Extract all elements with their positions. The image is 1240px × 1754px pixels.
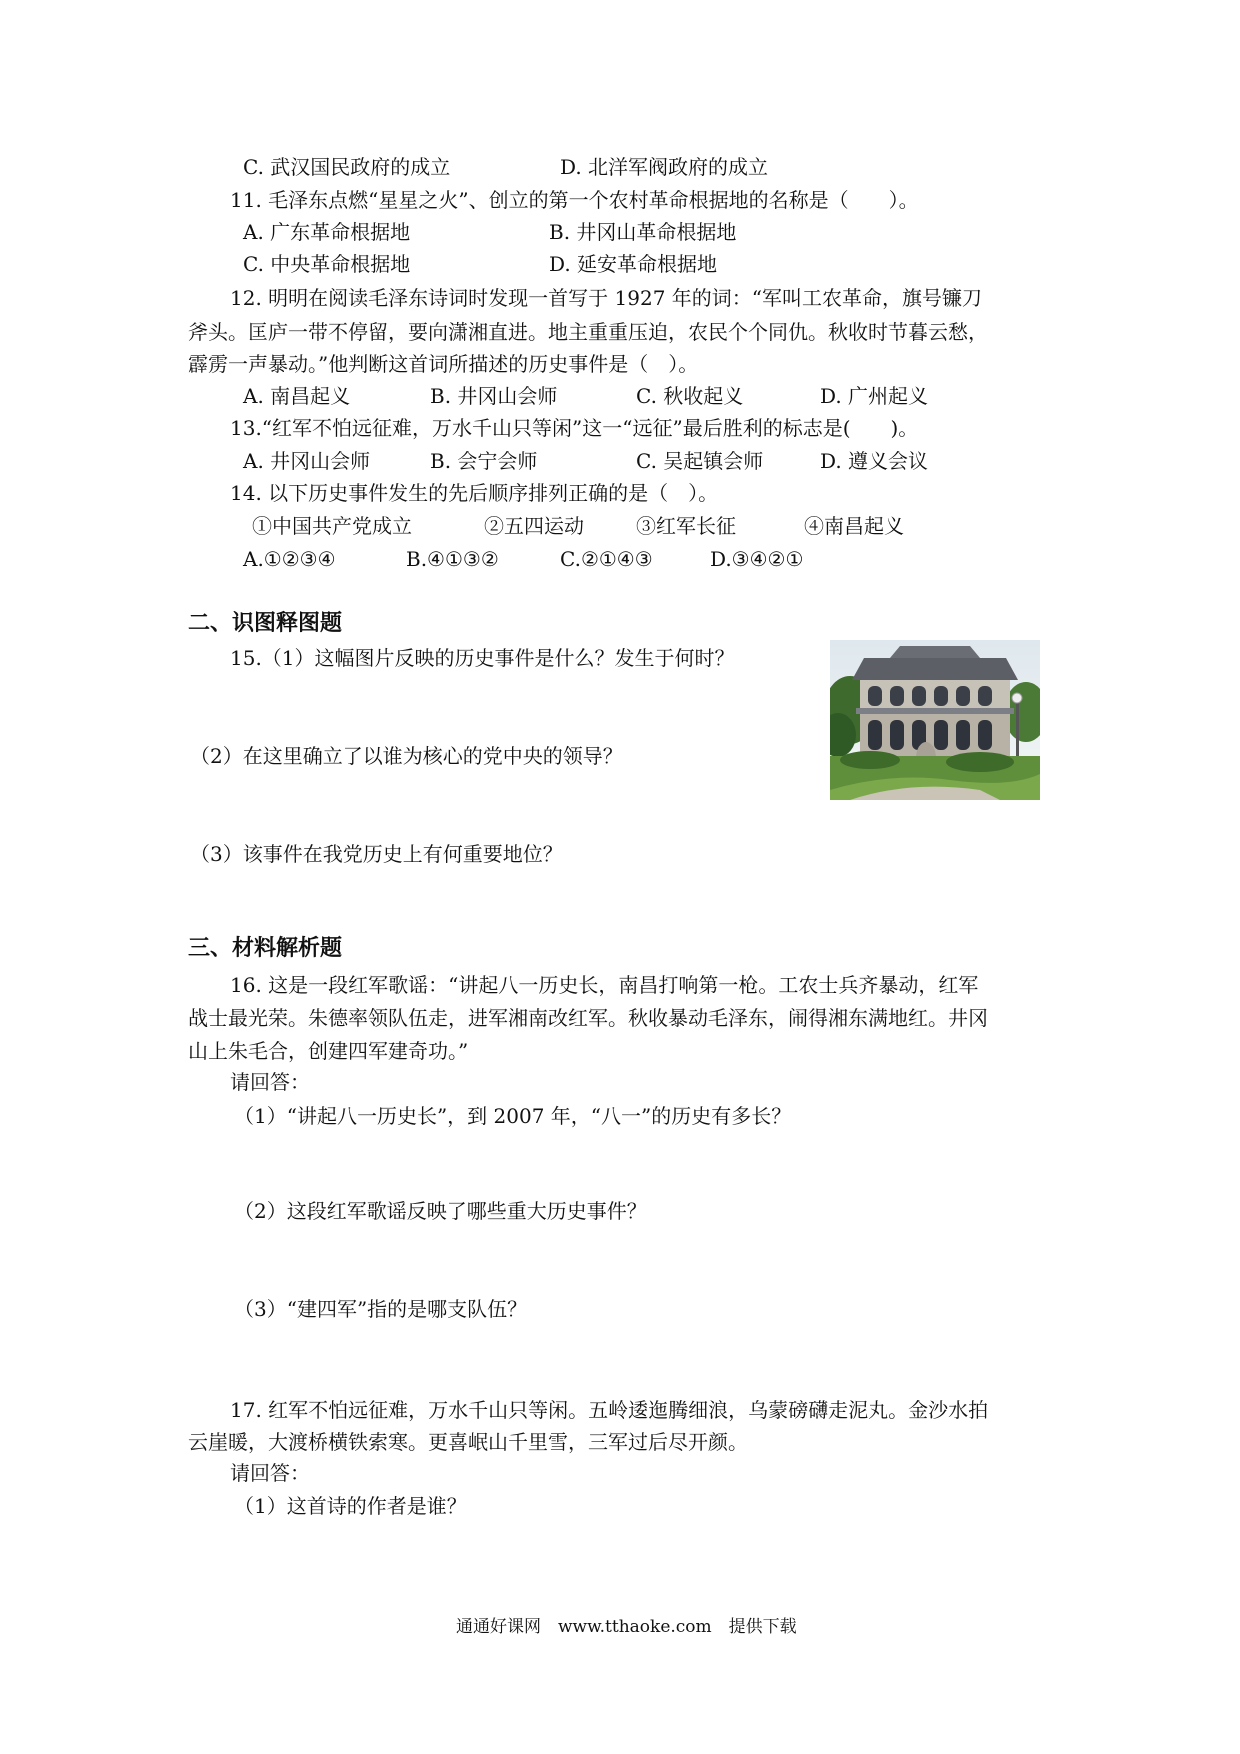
q11-option-d: D. 延安革命根据地 <box>549 252 718 276</box>
q12-option-c: C. 秋收起义 <box>636 384 744 408</box>
q12-line-1: 12. 明明在阅读毛泽东诗词时发现一首写于 1927 年的词：“军叫工农革命，旗号镰刀 <box>230 286 983 310</box>
q11-option-a: A. 广东革命根据地 <box>243 220 411 244</box>
q16-line-2: 战士最光荣。朱德率领队伍走，进军湘南改红军。秋收暴动毛泽东，闹得湘东满地红。井冈 <box>188 1006 988 1030</box>
zunyi-meeting-site-photo <box>830 640 1040 800</box>
q15-part-3: （3）该事件在我党历史上有何重要地位？ <box>190 842 563 866</box>
q14-option-b: B.④①③② <box>406 547 499 571</box>
q12-line-2: 斧头。匡庐一带不停留，要向潇湘直进。地主重重压迫，农民个个同仇。秋收时节暮云愁， <box>188 320 988 344</box>
q14-event-3: ③红军长征 <box>636 514 736 538</box>
q17-part-1: （1）这首诗的作者是谁？ <box>234 1494 467 1518</box>
q13-option-d: D. 遵义会议 <box>820 449 929 473</box>
q13-stem: 13.“红军不怕远征难，万水千山只等闲”这一“远征”最后胜利的标志是( )。 <box>230 416 919 440</box>
building-photo-image <box>830 640 1040 800</box>
q13-option-b: B. 会宁会师 <box>430 449 538 473</box>
q15-part-2: （2）在这里确立了以谁为核心的党中央的领导？ <box>190 744 623 768</box>
q13-option-c: C. 吴起镇会师 <box>636 449 764 473</box>
q11-option-c: C. 中央革命根据地 <box>243 252 411 276</box>
q12-option-d: D. 广州起义 <box>820 384 929 408</box>
q11-option-b: B. 井冈山革命根据地 <box>549 220 737 244</box>
q12-option-a: A. 南昌起义 <box>243 384 351 408</box>
q14-option-d: D.③④②① <box>710 547 804 571</box>
q14-option-a: A.①②③④ <box>243 547 336 571</box>
q17-prompt: 请回答： <box>230 1461 310 1485</box>
q12-option-b: B. 井冈山会师 <box>430 384 558 408</box>
q10-option-c: C. 武汉国民政府的成立 <box>243 155 451 179</box>
q14-option-c: C.②①④③ <box>560 547 653 571</box>
q14-stem: 14. 以下历史事件发生的先后顺序排列正确的是（ ）。 <box>230 481 719 505</box>
q17-line-1: 17. 红军不怕远征难，万水千山只等闲。五岭逶迤腾细浪，乌蒙磅礴走泥丸。金沙水拍 <box>230 1398 989 1422</box>
q14-event-4: ④南昌起义 <box>804 514 904 538</box>
section-3-title: 三、材料解析题 <box>188 936 343 961</box>
q16-part-2: （2）这段红军歌谣反映了哪些重大历史事件？ <box>234 1199 647 1223</box>
q10-option-d: D. 北洋军阀政府的成立 <box>560 155 769 179</box>
page-footer: 通通好课网 www.tthaoke.com 提供下载 <box>456 1617 797 1637</box>
q16-part-1: （1）“讲起八一历史长”，到 2007 年，“八一”的历史有多长？ <box>234 1104 792 1128</box>
q14-event-2: ②五四运动 <box>484 514 584 538</box>
q12-line-3: 霹雳一声暴动。”他判断这首词所描述的历史事件是（ ）。 <box>188 352 699 376</box>
q14-event-1: ①中国共产党成立 <box>252 514 412 538</box>
q17-line-2: 云崖暖，大渡桥横铁索寒。更喜岷山千里雪，三军过后尽开颜。 <box>188 1430 748 1454</box>
q15-part-1: 15.（1）这幅图片反映的历史事件是什么？发生于何时？ <box>230 646 735 670</box>
section-2-title: 二、识图释图题 <box>188 611 343 636</box>
q16-prompt: 请回答： <box>230 1070 310 1094</box>
q16-line-3: 山上朱毛合，创建四军建奇功。” <box>188 1039 469 1063</box>
q16-line-1: 16. 这是一段红军歌谣：“讲起八一历史长，南昌打响第一枪。工农士兵齐暴动，红军 <box>230 973 979 997</box>
q13-option-a: A. 井冈山会师 <box>243 449 371 473</box>
q16-part-3: （3）“建四军”指的是哪支队伍？ <box>234 1297 528 1321</box>
q11-stem: 11. 毛泽东点燃“星星之火”、创立的第一个农村革命根据地的名称是（ ）。 <box>230 188 919 212</box>
